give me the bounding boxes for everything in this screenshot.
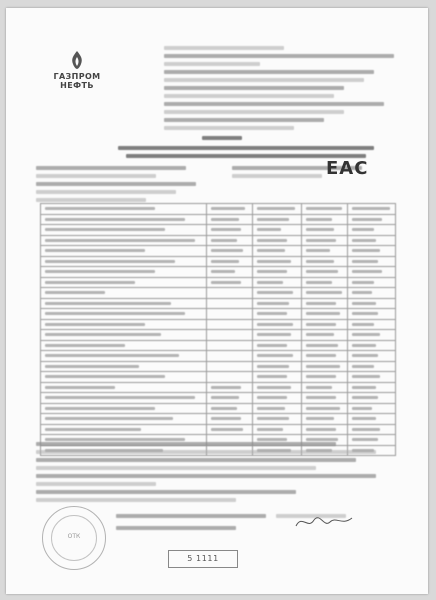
- table-row: [41, 256, 396, 267]
- test-results-table: [40, 203, 396, 456]
- table-row: [41, 361, 396, 372]
- table-row: [41, 204, 396, 215]
- table-row: [41, 298, 396, 309]
- company-name: ГАЗПРОМ НЕФТЬ: [53, 72, 101, 90]
- table-row: [41, 246, 396, 257]
- document-number: 5 1111: [187, 554, 219, 563]
- company-logo: [48, 50, 106, 92]
- table-row: [41, 351, 396, 362]
- document-number-box: [168, 550, 238, 568]
- table-row: [41, 267, 396, 278]
- eac-conformity-mark: EAC: [326, 158, 369, 179]
- flame-logo-icon: [68, 50, 86, 70]
- table-row: [41, 393, 396, 404]
- stamp-label: ОТК: [67, 533, 81, 540]
- table-row: [41, 319, 396, 330]
- table-row: [41, 309, 396, 320]
- table-row: [41, 277, 396, 288]
- signature-right: [294, 508, 354, 534]
- table-row: [41, 340, 396, 351]
- table-row: [41, 372, 396, 383]
- document-sheet: [6, 8, 428, 594]
- table-row: [41, 382, 396, 393]
- table-row: [41, 235, 396, 246]
- table-row: [41, 225, 396, 236]
- organization-stamp: [42, 506, 106, 570]
- table-row: [41, 414, 396, 425]
- table-row: [41, 214, 396, 225]
- table-row: [41, 330, 396, 341]
- table-row: [41, 424, 396, 435]
- table-row: [41, 288, 396, 299]
- table-row: [41, 403, 396, 414]
